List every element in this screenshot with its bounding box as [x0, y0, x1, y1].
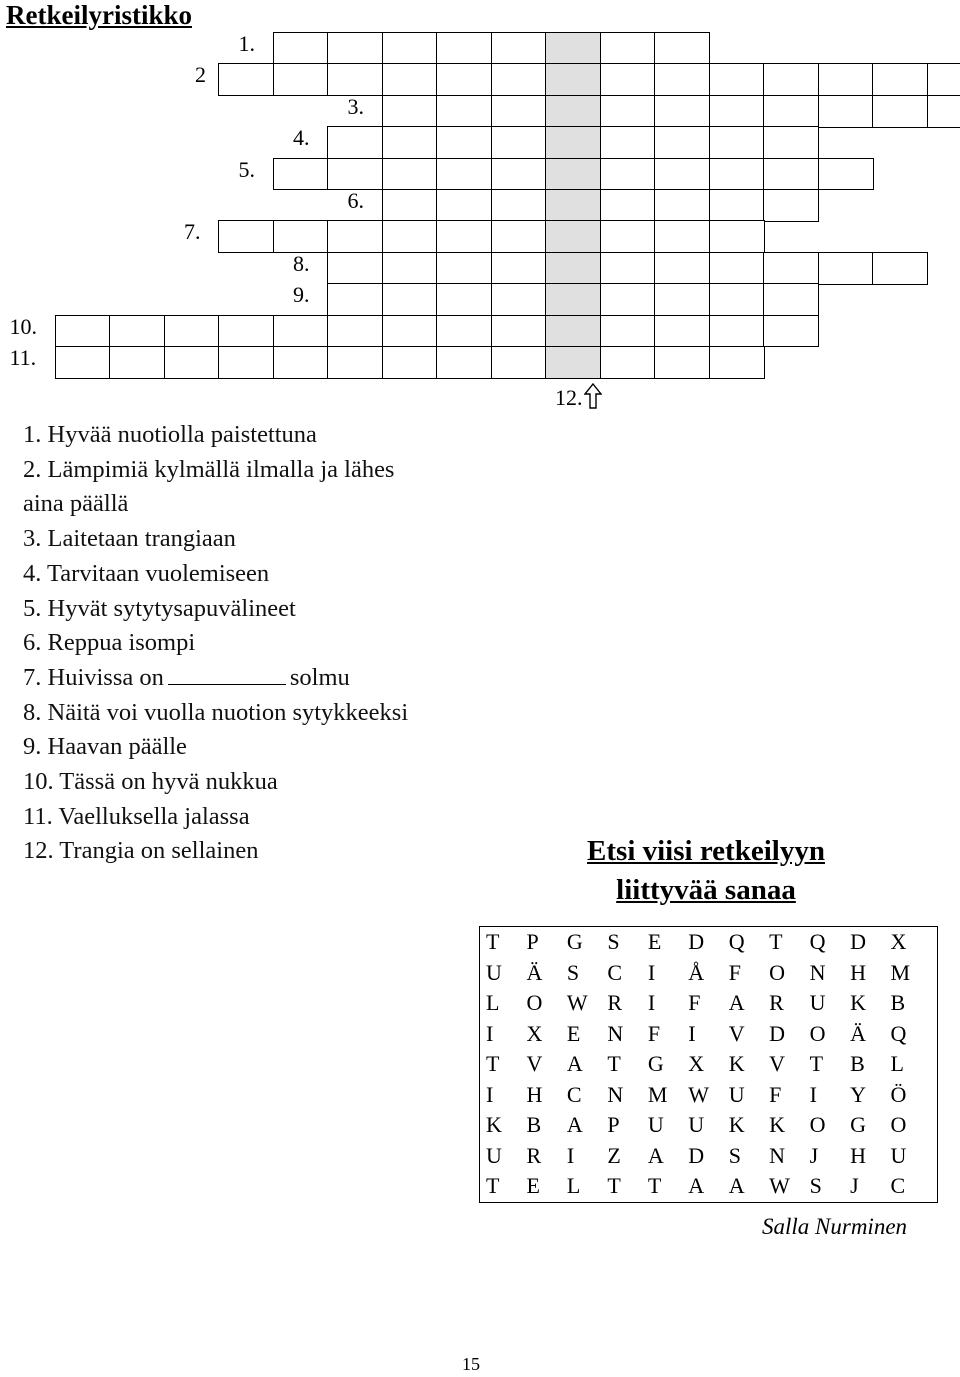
crossword-row-number: 5. — [238, 156, 255, 182]
crossword-cell[interactable] — [709, 158, 765, 191]
crossword-cell[interactable] — [763, 252, 819, 285]
crossword-cell[interactable] — [327, 63, 383, 96]
wordsearch-letter[interactable]: W — [688, 1081, 710, 1107]
crossword-cell[interactable] — [436, 158, 492, 191]
wordsearch-letter[interactable]: R — [526, 1142, 542, 1168]
crossword-cell[interactable] — [436, 95, 492, 128]
crossword-cell[interactable] — [927, 95, 960, 128]
clue-3: 3. Laitetaan trangiaan — [23, 525, 236, 553]
crossword-cell[interactable] — [382, 283, 438, 316]
crossword-cell[interactable] — [382, 95, 438, 128]
wordsearch-letter[interactable]: T — [486, 929, 500, 955]
clue-9: 9. Haavan päälle — [23, 733, 187, 761]
wordsearch-letter[interactable]: K — [728, 1051, 745, 1077]
crossword-cell[interactable] — [218, 315, 274, 348]
wordsearch-row — [486, 1080, 931, 1111]
crossword-cell[interactable] — [600, 32, 656, 65]
crossword-cell[interactable] — [545, 63, 601, 96]
crossword-cell[interactable] — [491, 32, 547, 65]
wordsearch-letter[interactable]: A — [688, 1173, 705, 1199]
crossword-row-number: 2 — [195, 62, 206, 88]
wordsearch-letter[interactable]: I — [486, 1081, 494, 1107]
wordsearch-letter[interactable]: P — [526, 929, 539, 955]
wordsearch-letter[interactable]: I — [647, 990, 656, 1016]
crossword-cell[interactable] — [327, 315, 383, 348]
crossword-cell[interactable] — [709, 315, 765, 348]
wordsearch-letter[interactable]: H — [850, 1142, 866, 1168]
crossword-cell[interactable] — [436, 32, 492, 65]
crossword-cell[interactable] — [600, 189, 656, 222]
crossword-cell[interactable] — [436, 63, 492, 96]
wordsearch-letter[interactable]: I — [486, 1020, 494, 1046]
crossword-cell[interactable] — [818, 158, 874, 191]
crossword-cell[interactable] — [763, 95, 819, 128]
crossword-cell[interactable] — [654, 315, 710, 348]
crossword-cell[interactable] — [327, 252, 383, 285]
crossword-cell[interactable] — [763, 315, 819, 348]
wordsearch-letter[interactable]: F — [688, 990, 701, 1016]
wordsearch-letter[interactable]: Y — [850, 1081, 866, 1107]
wordsearch-letter[interactable]: D — [769, 1020, 786, 1046]
crossword-cell[interactable] — [273, 158, 329, 191]
crossword-cell[interactable] — [382, 315, 438, 348]
wordsearch-letter[interactable]: W — [566, 990, 588, 1016]
crossword-cell[interactable] — [654, 32, 710, 65]
wordsearch-letter[interactable]: R — [769, 990, 784, 1016]
wordsearch-letter[interactable]: O — [890, 1112, 907, 1138]
crossword-cell[interactable] — [273, 32, 329, 65]
crossword-cell[interactable] — [654, 220, 710, 253]
wordsearch-letter[interactable]: L — [890, 1051, 904, 1077]
crossword-cell[interactable] — [273, 346, 329, 379]
wordsearch-letter[interactable]: T — [647, 1173, 662, 1199]
wordsearch-letter[interactable]: X — [890, 929, 907, 955]
crossword-cell[interactable] — [709, 346, 765, 379]
wordsearch-letter[interactable]: P — [607, 1112, 620, 1138]
wordsearch-letter[interactable]: Q — [809, 929, 826, 955]
wordsearch-letter[interactable]: R — [607, 990, 623, 1016]
wordsearch-row — [486, 1049, 931, 1080]
wordsearch-letter[interactable]: S — [728, 1142, 741, 1168]
crossword-cell[interactable] — [545, 315, 601, 348]
crossword-cell[interactable] — [491, 252, 547, 285]
crossword-cell[interactable] — [545, 220, 601, 253]
wordsearch-letter[interactable]: O — [526, 990, 543, 1016]
crossword-cell[interactable] — [709, 95, 765, 128]
crossword-cell[interactable] — [273, 220, 329, 253]
crossword-cell[interactable] — [600, 95, 656, 128]
wordsearch-letter[interactable]: V — [526, 1051, 543, 1077]
clue-5: 5. Hyvät sytytysapuvälineet — [23, 594, 296, 622]
crossword-cell[interactable] — [818, 252, 874, 285]
clue-12: 12. Trangia on sellainen — [23, 837, 259, 865]
wordsearch-letter[interactable]: M — [890, 959, 911, 985]
wordsearch-letter[interactable]: S — [566, 959, 580, 985]
crossword-cell[interactable] — [709, 189, 765, 222]
crossword-row-number: 11. — [9, 345, 37, 370]
wordsearch-letter[interactable]: F — [728, 959, 741, 985]
crossword-cell[interactable] — [436, 252, 492, 285]
wordsearch-letter[interactable]: N — [607, 1081, 624, 1107]
wordsearch-letter[interactable]: T — [607, 1173, 621, 1199]
crossword-cell[interactable] — [818, 95, 874, 128]
crossword-cell[interactable] — [872, 252, 928, 285]
crossword-row-number: 8. — [293, 250, 310, 276]
wordsearch-letter[interactable]: V — [769, 1051, 786, 1077]
wordsearch-letter[interactable]: T — [486, 1051, 500, 1077]
crossword-cell[interactable] — [545, 126, 601, 159]
crossword-cell[interactable] — [654, 189, 710, 222]
clue-10: 10. Tässä on hyvä nukkua — [23, 768, 278, 796]
wordsearch-letter[interactable]: Ä — [850, 1020, 866, 1046]
crossword-cell[interactable] — [872, 63, 928, 96]
wordsearch-letter[interactable]: S — [607, 929, 620, 955]
crossword-cell[interactable] — [491, 315, 547, 348]
wordsearch-letter[interactable]: E — [526, 1173, 540, 1199]
crossword-cell[interactable] — [763, 283, 819, 316]
wordsearch-letter[interactable]: C — [607, 959, 623, 985]
wordsearch-letter[interactable]: T — [607, 1051, 621, 1077]
wordsearch-letter[interactable]: E — [647, 929, 662, 955]
crossword-cell[interactable] — [55, 315, 111, 348]
clue-4: 4. Tarvitaan vuolemiseen — [23, 559, 270, 587]
clue-8: 8. Näitä voi vuolla nuotion sytykkeeksi — [23, 698, 409, 726]
wordsearch-letter[interactable]: G — [850, 1112, 866, 1138]
wordsearch-letter[interactable]: J — [809, 1142, 819, 1168]
wordsearch-letter[interactable]: G — [647, 1051, 664, 1077]
crossword-cell[interactable] — [491, 283, 547, 316]
wordsearch-letter[interactable]: U — [728, 1081, 745, 1107]
wordsearch-letter[interactable]: D — [688, 1142, 705, 1168]
clue-list — [23, 418, 408, 869]
wordsearch-letter[interactable]: Z — [607, 1142, 621, 1168]
crossword-cell[interactable] — [327, 283, 383, 316]
crossword-cell[interactable] — [654, 158, 710, 191]
crossword-cell[interactable] — [327, 32, 383, 65]
crossword-cell[interactable] — [927, 63, 960, 96]
crossword-row-number: 6. — [347, 188, 364, 213]
wordsearch-letter[interactable]: I — [688, 1020, 696, 1046]
crossword-cell[interactable] — [654, 63, 710, 96]
solution-label — [555, 383, 602, 411]
wordsearch-letter[interactable]: H — [850, 959, 866, 985]
wordsearch-letter[interactable]: D — [850, 929, 866, 955]
clue-7 — [23, 661, 408, 696]
crossword-cell[interactable] — [600, 220, 656, 253]
crossword-cell[interactable] — [763, 158, 819, 191]
wordsearch-letter[interactable]: X — [688, 1051, 705, 1077]
crossword-cell[interactable] — [327, 158, 383, 191]
crossword-cell[interactable] — [545, 283, 601, 316]
wordsearch-letter[interactable]: L — [566, 1173, 581, 1199]
crossword-cell[interactable] — [327, 126, 383, 159]
page-title: Retkeilyristikko — [6, 0, 192, 30]
crossword-cell[interactable] — [709, 283, 765, 316]
wordsearch-row — [486, 927, 931, 958]
solution-number: 12. — [555, 385, 583, 410]
wordsearch-letter[interactable]: O — [809, 1112, 826, 1138]
clue-2-cont: aina päällä — [23, 490, 129, 518]
crossword-cell[interactable] — [654, 252, 710, 285]
wordsearch-letter[interactable]: Q — [890, 1020, 907, 1046]
wordsearch-title-line2: liittyvää sanaa — [616, 874, 796, 906]
crossword-cell[interactable] — [436, 126, 492, 159]
crossword-cell[interactable] — [818, 63, 874, 96]
wordsearch-letter[interactable]: S — [809, 1173, 822, 1199]
wordsearch-letter[interactable]: A — [647, 1142, 664, 1168]
wordsearch-letter[interactable]: K — [728, 1112, 745, 1138]
wordsearch-letter[interactable]: I — [566, 1142, 575, 1168]
wordsearch-row — [486, 958, 931, 989]
crossword-cell[interactable] — [218, 63, 274, 96]
wordsearch-letter[interactable]: L — [486, 990, 500, 1016]
wordsearch-letter[interactable]: I — [809, 1081, 817, 1107]
crossword-cell[interactable] — [709, 63, 765, 96]
crossword-cell[interactable] — [763, 63, 819, 96]
wordsearch-letter[interactable]: K — [850, 990, 866, 1016]
crossword-cell[interactable] — [273, 63, 329, 96]
crossword-cell[interactable] — [382, 32, 438, 65]
clue-7-prefix: 7. Huivissa on — [23, 663, 164, 691]
crossword-cell[interactable] — [545, 346, 601, 379]
crossword-row-number: 3. — [347, 93, 364, 119]
crossword-cell[interactable] — [600, 158, 656, 191]
crossword-cell[interactable] — [491, 95, 547, 128]
wordsearch-letter[interactable]: H — [526, 1081, 543, 1107]
crossword-row-number: 4. — [293, 125, 310, 151]
crossword-cell[interactable] — [109, 315, 165, 348]
wordsearch-letter[interactable]: X — [526, 1020, 543, 1046]
crossword-cell[interactable] — [327, 220, 383, 253]
wordsearch-title — [565, 832, 847, 910]
up-arrow-icon — [584, 383, 602, 409]
crossword-cell[interactable] — [654, 283, 710, 316]
crossword-cell[interactable] — [545, 252, 601, 285]
clue-6: 6. Reppua isompi — [23, 629, 196, 657]
wordsearch-letter[interactable]: F — [647, 1020, 661, 1046]
clue-7-suffix: solmu — [289, 663, 350, 691]
crossword-cell[interactable] — [382, 63, 438, 96]
wordsearch-letter[interactable]: A — [566, 1051, 583, 1077]
wordsearch-letter[interactable]: C — [566, 1081, 582, 1107]
crossword-cell[interactable] — [382, 189, 438, 222]
crossword-cell[interactable] — [491, 63, 547, 96]
wordsearch-letter[interactable]: U — [486, 1142, 502, 1168]
wordsearch-letter[interactable]: A — [728, 990, 745, 1016]
wordsearch-letter[interactable]: A — [728, 1173, 745, 1199]
crossword-row-number: 1. — [238, 31, 255, 56]
crossword-cell[interactable] — [382, 126, 438, 159]
wordsearch-letter[interactable]: K — [486, 1112, 502, 1138]
crossword-cell[interactable] — [654, 346, 710, 379]
crossword-cell[interactable] — [436, 189, 492, 222]
crossword-cell[interactable] — [55, 346, 111, 379]
crossword-cell[interactable] — [382, 252, 438, 285]
answer-blank — [168, 664, 286, 685]
crossword-row-number: 9. — [293, 282, 310, 308]
wordsearch-letter[interactable]: Ä — [526, 959, 543, 985]
wordsearch-letter[interactable]: G — [566, 929, 583, 955]
crossword-cell[interactable] — [709, 126, 765, 159]
crossword-cell[interactable] — [600, 126, 656, 159]
crossword-cell[interactable] — [436, 220, 492, 253]
wordsearch-letter[interactable]: Ö — [890, 1081, 907, 1107]
crossword-cell[interactable] — [545, 32, 601, 65]
wordsearch-row — [486, 1110, 931, 1141]
wordsearch-letter[interactable]: Å — [688, 959, 705, 985]
crossword-cell[interactable] — [545, 189, 601, 222]
crossword-cell[interactable] — [600, 315, 656, 348]
clue-11: 11. Vaelluksella jalassa — [23, 802, 250, 830]
crossword-cell[interactable] — [218, 346, 274, 379]
crossword-cell[interactable] — [491, 189, 547, 222]
wordsearch-letter[interactable]: U — [647, 1112, 664, 1138]
wordsearch-grid — [486, 927, 931, 1202]
wordsearch-letter[interactable]: T — [809, 1051, 824, 1077]
crossword-cell[interactable] — [709, 220, 765, 253]
wordsearch-letter[interactable]: N — [809, 959, 826, 985]
wordsearch-letter[interactable]: U — [809, 990, 826, 1016]
crossword-cell[interactable] — [709, 252, 765, 285]
wordsearch-box — [479, 926, 938, 1203]
wordsearch-letter[interactable]: F — [769, 1081, 782, 1107]
wordsearch-letter[interactable]: A — [566, 1112, 583, 1138]
wordsearch-letter[interactable]: D — [688, 929, 705, 955]
crossword-cell[interactable] — [654, 95, 710, 128]
crossword-cell[interactable] — [164, 346, 220, 379]
wordsearch-letter[interactable]: I — [647, 959, 656, 985]
crossword-cell[interactable] — [545, 95, 601, 128]
crossword-row-number: 7. — [184, 219, 201, 245]
wordsearch-letter[interactable]: J — [850, 1173, 859, 1199]
wordsearch-letter[interactable]: C — [890, 1173, 906, 1199]
wordsearch-row — [486, 1141, 931, 1172]
wordsearch-row — [486, 1019, 931, 1050]
wordsearch-letter[interactable]: E — [566, 1020, 581, 1046]
wordsearch-letter[interactable]: U — [688, 1112, 705, 1138]
wordsearch-letter[interactable]: K — [769, 1112, 786, 1138]
crossword-cell[interactable] — [600, 283, 656, 316]
crossword-cell[interactable] — [491, 220, 547, 253]
crossword-cell[interactable] — [545, 158, 601, 191]
crossword-row-number: 10. — [9, 313, 37, 339]
author-name: Salla Nurminen — [762, 1214, 908, 1239]
crossword-cell[interactable] — [600, 252, 656, 285]
wordsearch-letter[interactable]: O — [809, 1020, 826, 1046]
wordsearch-letter[interactable]: T — [769, 929, 783, 955]
wordsearch-letter[interactable]: V — [728, 1020, 745, 1046]
crossword-cell[interactable] — [273, 315, 329, 348]
clue-1: 1. Hyvää nuotiolla paistettuna — [23, 421, 317, 448]
wordsearch-row — [486, 988, 931, 1019]
page-number: 15 — [462, 1354, 480, 1374]
crossword-cell[interactable] — [164, 315, 220, 348]
clue-2: 2. Lämpimiä kylmällä ilmalla ja lähes — [23, 455, 395, 483]
wordsearch-letter[interactable]: W — [769, 1173, 790, 1199]
crossword-cell[interactable] — [872, 95, 928, 128]
crossword-cell[interactable] — [436, 283, 492, 316]
crossword-cell[interactable] — [491, 346, 547, 379]
wordsearch-row — [486, 1171, 931, 1202]
crossword-cell[interactable] — [654, 126, 710, 159]
crossword-cell[interactable] — [109, 346, 165, 379]
crossword-cell[interactable] — [436, 346, 492, 379]
crossword-cell[interactable] — [763, 189, 819, 222]
crossword-cell[interactable] — [763, 126, 819, 159]
crossword-cell[interactable] — [600, 63, 656, 96]
crossword-cell[interactable] — [218, 220, 274, 253]
wordsearch-letter[interactable]: T — [486, 1173, 500, 1199]
wordsearch-title-line1: Etsi viisi retkeilyyn — [587, 835, 825, 867]
wordsearch-letter[interactable]: U — [890, 1142, 907, 1168]
wordsearch-letter[interactable]: O — [769, 959, 786, 985]
crossword-cell[interactable] — [491, 158, 547, 191]
wordsearch-letter[interactable]: N — [607, 1020, 624, 1046]
crossword-cell[interactable] — [327, 346, 383, 379]
wordsearch-letter[interactable]: B — [850, 1051, 865, 1077]
wordsearch-letter[interactable]: B — [890, 990, 906, 1016]
crossword-cell[interactable] — [382, 346, 438, 379]
crossword-cell[interactable] — [382, 158, 438, 191]
crossword-cell[interactable] — [491, 126, 547, 159]
crossword-cell[interactable] — [600, 346, 656, 379]
wordsearch-letter[interactable]: B — [526, 1112, 542, 1138]
wordsearch-letter[interactable]: U — [486, 959, 502, 985]
crossword-cell[interactable] — [382, 220, 438, 253]
wordsearch-letter[interactable]: N — [769, 1142, 786, 1168]
wordsearch-letter[interactable]: Q — [728, 929, 745, 955]
crossword-cell[interactable] — [436, 315, 492, 348]
wordsearch-letter[interactable]: M — [647, 1081, 668, 1107]
